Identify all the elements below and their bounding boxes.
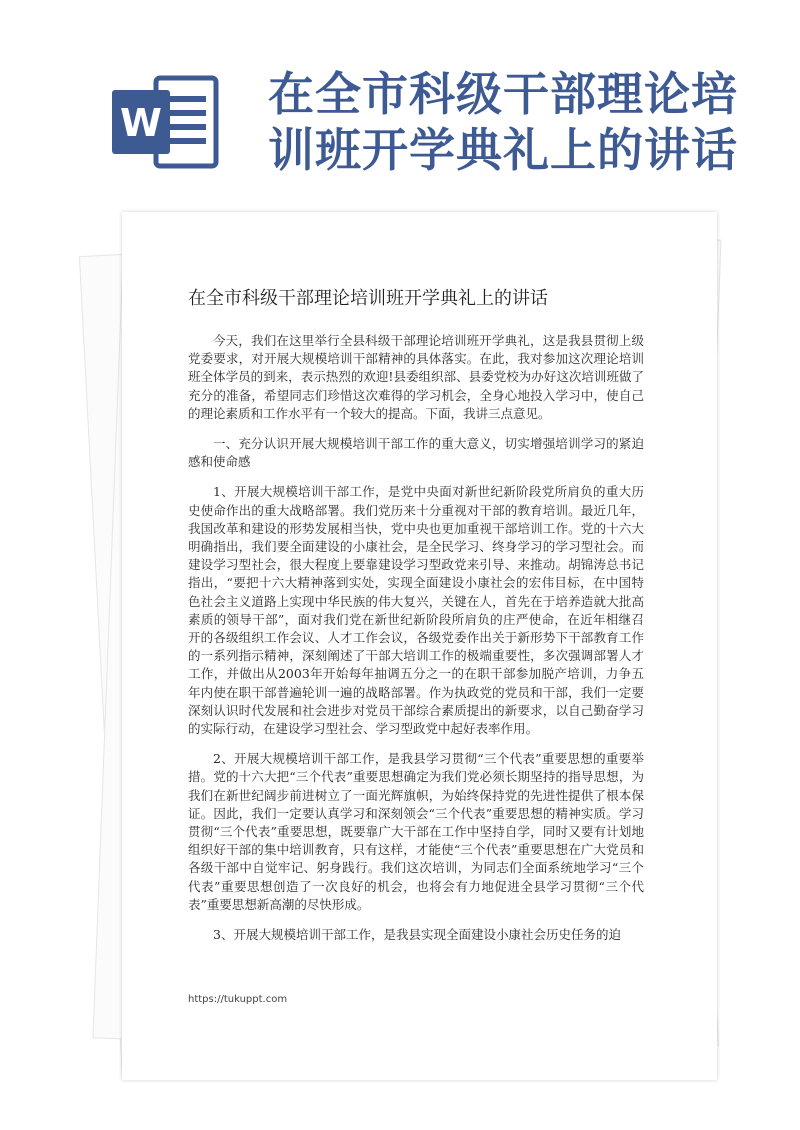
paragraph: 1、开展大规模培训干部工作，是党中央面对新世纪新阶段党所肩负的重大历史使命作出的重大战略部署。我们党历来十分重视对干部的教育培训。最近几年，我国改革和建设的形势发展相当快，党中央也更加重视干部培训工作。党的十六大明确指出，我们要全面建设的小康社会，是全民学习、终身学习的学习型社会。而建设学习型社会，很大程度上要靠建设学习型政党来引导、来推动。胡锦涛总书记指出，“要把十六大精神落到实处，实现全面建设小康社会的宏伟目标，在中国特色社会主义道路上实现中华民族的伟大复兴，关键在人，首先在于培养造就大批高素质的领导干部”，面对我们党在新世纪新阶段所肩负的庄严使命，在近年相继召开的各级组织工作会议、人才工作会议，各级党委作出关于新形势下干部教育工作的一系列指示精神，深刻阐述了干部大培训工作的极端重要性，多次强调部署人才工作，并做出从2003年开始每年抽调五分之一的在职干部参加脱产培训，力争五年内使在职干部普遍轮训一遍的战略部署。作为执政党的党员和干部，我们一定要深刻认识时代发展和社会进步对党员干部综合素质提出的新要求，以自己勤奋学习的实际行动，在建设学习型社会、学习型政党中起好表率作用。 <box>188 484 644 737</box>
paragraph: 3、开展大规模培训干部工作，是我县实现全面建设小康社会历史任务的迫 <box>213 927 621 943</box>
banner-title-line-1: 在全市科级干部理论培 <box>268 67 738 121</box>
word-document-icon <box>112 72 222 172</box>
banner-title-line-2: 训班开学典礼上的讲话 <box>268 123 738 177</box>
document-page <box>122 212 717 1080</box>
document-title: 在全市科级干部理论培训班开学典礼上的讲话 <box>188 288 548 309</box>
section-heading: 一、充分认识开展大规模培训干部工作的重大意义，切实增强培训学习的紧迫感和使命感 <box>188 436 644 470</box>
footer-url[interactable]: https://tukuppt.com <box>188 994 288 1005</box>
banner-title <box>268 66 788 178</box>
paragraph: 今天，我们在这里举行全县科级干部理论培训班开学典礼，这是我县贯彻上级党委要求，对开展大规模培训干部精神的具体落实。在此，我对参加这次理论培训班全体学员的到来，表示热烈的欢迎!县委组织部、县委党校为办好这次培训班做了充分的准备，希望同志们珍惜这次难得的学习机会，全身心地投入学习中，使自己的理论素质和工作水平有一个较大的提高。下面，我讲三点意见。 <box>188 333 644 421</box>
svg-text:W: W <box>120 101 162 145</box>
document-body <box>188 332 644 956</box>
banner <box>0 0 800 205</box>
paragraph: 2、开展大规模培训干部工作，是我县学习贯彻“三个代表”重要思想的重要举措。党的十六大把“三个代表”重要思想确定为我们党必须长期坚持的指导思想，为我们在新世纪阔步前进树立了一面光辉旗帜，为始终保持党的先进性提供了根本保证。因此，我们一定要认真学习和深刻领会“三个代表”重要思想的精神实质。学习贯彻“三个代表”重要思想，既要靠广大干部在工作中坚持自学，同时又要有计划地组织好干部的集中培训教育，只有这样，才能使“三个代表”重要思想在广大党员和各级干部中自觉牢记、躬身践行。我们这次培训，为同志们全面系统地学习“三个代表”重要思想创造了一次良好的机会，也将会有力地促进全县学习贯彻“三个代表”重要思想新高潮的尽快形成。 <box>188 751 644 912</box>
